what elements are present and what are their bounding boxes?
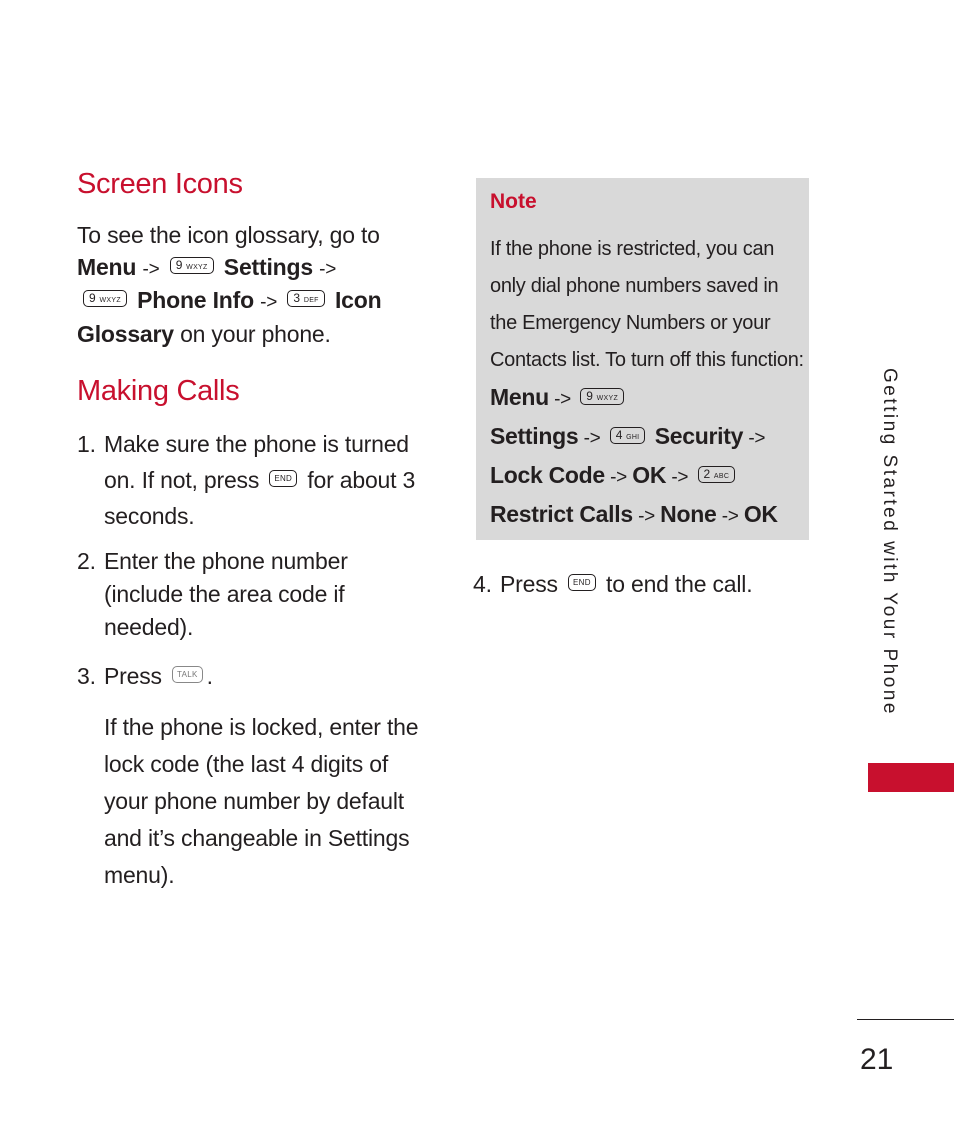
end-key-icon: END: [269, 470, 297, 487]
end-key-icon: END: [568, 574, 596, 591]
list-item: 2. Enter the phone number (include the area code if needed).: [77, 548, 348, 640]
section-side-title: Getting Started with Your Phone: [879, 368, 900, 716]
talk-key-icon: TALK: [172, 666, 203, 683]
key-9-icon: 9 WXYZ: [83, 290, 127, 307]
list-item: 4. Press END to end the call.: [473, 571, 753, 597]
key-2-icon: 2 ABC: [698, 466, 736, 483]
screen-icons-instructions: To see the icon glossary, go to Menu -> 9 WXYZ Settings -> 9 WXYZ Phone Info -> 3 DEF Icon Glossary on your phone.: [77, 222, 382, 347]
key-9-icon: 9 WXYZ: [580, 388, 624, 405]
locked-instructions: If the phone is locked, enter the lock code (the last 4 digits of your phone number by default and it’s changeable in Settings menu).: [104, 714, 419, 888]
page-number: 21: [860, 1043, 894, 1076]
key-9-icon: 9 WXYZ: [170, 257, 214, 274]
key-4-icon: 4 GHI: [610, 427, 646, 444]
key-3-icon: 3 DEF: [287, 290, 324, 307]
making-calls-heading: Making Calls: [77, 375, 240, 407]
screen-icons-heading: Screen Icons: [77, 168, 243, 200]
note-title: Note: [490, 190, 537, 213]
list-item: 1. Make sure the phone is turned on. If not, press END for about 3 seconds.: [77, 431, 416, 529]
footer-rule: [857, 1019, 954, 1020]
list-item: 3. Press TALK .: [77, 663, 213, 689]
note-box: [476, 178, 809, 540]
section-tab-marker: [868, 763, 954, 792]
note-body: If the phone is restricted, you can only dial phone numbers saved in the Emergency Numbers or your Contacts list. To turn off this function: Menu -> 9 WXYZ Settings -> 4 GHI Security -> Lock Code -> OK -> 2 ABC Restrict Calls -> None -> OK: [490, 238, 804, 527]
